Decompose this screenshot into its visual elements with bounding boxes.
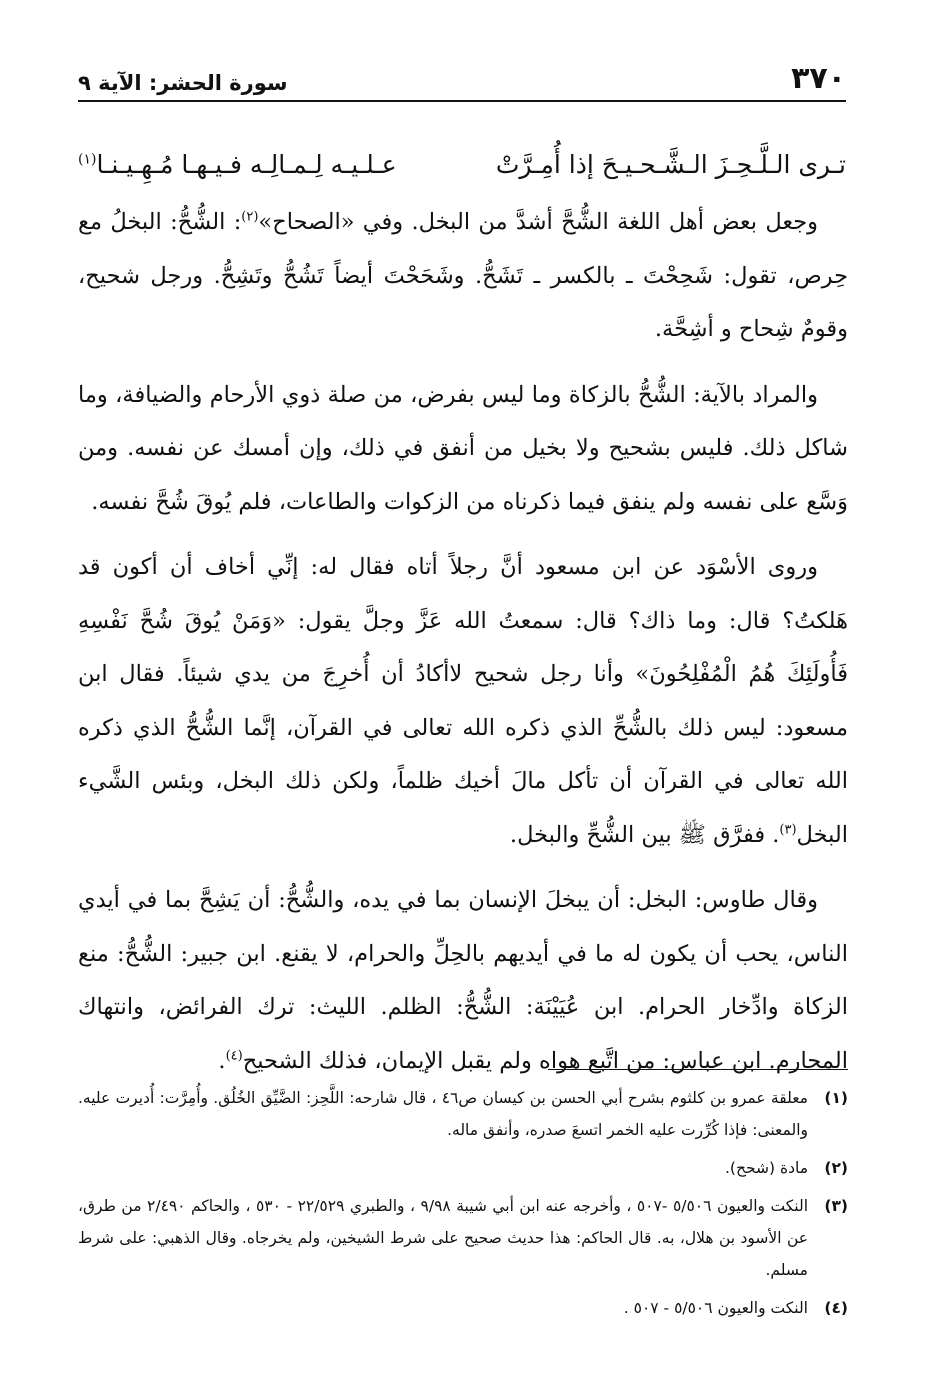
paragraph (78, 369, 848, 530)
paragraph-text: . (218, 1047, 226, 1074)
paragraph-text: وروى الأسْوَد عن ابن مسعود أنَّ رجلاً أتاه فقال له: إنِّي أخاف أن أكون قد هَلكتُ؟ قال: وما ذاك؟ قال: سمعتُ الله عَزَّ وجلَّ يقول: «وَمَنْ يُوقَ شُحَّ نَفْسِهِ فَأُولَئِكَ هُمُ الْمُفْلِحُونَ» وأنا رجل شحيح لاأكادُ أن أُخرِجَ من يدي شيئاً. فقال ابن مسعود: ليس ذلك بالشُّحِّ الذي ذكره الله تعالى في القرآن، إنَّما الشُّحُّ الذي ذكره الله تعالى في القرآن أن تأكل مالَ أخيك ظلماً، ولكن ذلك البخل، وبئس الشَّيء البخل (78, 554, 848, 848)
paragraph-text: وقال طاوس: البخل: أن يبخلَ الإنسان بما في يده، والشُّحُّ: أن يَشِحَّ بما في أيدي الناس، يحب أن يكون له ما في أيديهم بالحِلِّ والحرام، لا يقنع. ابن جبير: الشُّحُّ: منع الزكاة وادِّخار الحرام. ابن عُيَيْنَة: الشُّحُّ: الظلم. الليث: ترك الفرائض، وانتهاك المحارم. ابن عباس: من اتَّبع هواه ولم يقبل الإيمان، فذلك الشحيح (78, 887, 848, 1074)
footnotes (78, 1082, 848, 1330)
footnote-item (78, 1190, 848, 1286)
footnote-text: مادة (شحح). (725, 1159, 808, 1177)
footnote-number: (٢) (824, 1159, 848, 1177)
footnote-number: (٣) (824, 1197, 848, 1215)
verse-hemistich-first: تـرى الـلَّـحِـزَ الـشَّـحـيـحَ إذا أُمِـرَّتْ (495, 149, 846, 179)
footnote-item (78, 1082, 848, 1146)
footnote-ref: (١) (78, 151, 97, 168)
paragraph (78, 541, 848, 862)
footnote-item (78, 1292, 848, 1324)
page-number: ٣٧٠ (791, 61, 846, 96)
paragraph-text: والمراد بالآية: الشُّحُّ بالزكاة وما ليس بفرض، من صلة ذوي الأرحام والضيافة، وما شاكل ذلك. فليس بشحيح ولا بخيل من أنفق في ذلك، وإن أمسك عن نفسه. ومن وَسَّع على نفسه ولم ينفق فيما ذكرناه من الزكوات والطاعات، فلم يُوقَ شُحَّ نفسه. (78, 381, 848, 515)
footnote-item (78, 1152, 848, 1184)
footnote-text: معلقة عمرو بن كلثوم بشرح أبي الحسن بن كيسان ص٤٦ ، قال شارحه: اللَّحِز: الضَّيِّق الخُلُق. وأُمِرَّت: أُديرت عليه. والمعنى: فإذا كُرِّرت عليه الخمر اتسعَ صدره، وأنفق ماله. (78, 1089, 808, 1139)
paragraph-text: : الشُّحُّ: البخلُ مع حِرص، تقول: شَحِحْتَ ـ بالكسر ـ تَشَحُّ. وشَحَحْتَ أيضاً تَشُحُّ وتَشِحُّ. ورجل شحيح، وقومٌ شِحاح و أشِحَّة. (78, 209, 848, 342)
footnote-number: (١) (824, 1089, 848, 1107)
verse-hemistich-second (78, 150, 397, 179)
footnote-text: النكت والعيون ٥/٥٠٦ - ٥٠٧ . (623, 1299, 808, 1317)
footnote-ref: (٢) (241, 209, 259, 225)
paragraph (78, 874, 848, 1088)
main-text (78, 196, 848, 1100)
page-header (78, 61, 846, 102)
paragraph-text: . ففرَّق ﷺ بين الشُّحِّ والبخل. (509, 821, 780, 848)
footnote-text: النكت والعيون ٥/٥٠٦ -٥٠٧ ، وأخرجه عنه ابن أبي شيبة ٩/٩٨ ، والطبري ٢٢/٥٢٩ - ٥٣٠ ، والحاكم ٢/٤٩٠ من طرق، عن الأسود بن هلال، به. قال الحاكم: هذا حديث صحيح على شرط الشيخين، ولم يخرجاه. وقال الذهبي: على شرط مسلم. (78, 1197, 809, 1279)
paragraph (78, 196, 848, 357)
verse-hemistich-second-text: عـلـيـه لِـمـالِـه فـيـهـا مُـهِـيـنـا (96, 149, 397, 179)
footnote-ref: (٣) (779, 822, 797, 837)
footnote-number: (٤) (824, 1299, 848, 1317)
footnote-divider (548, 1069, 848, 1070)
paragraph-text: وجعل بعض أهل اللغة الشُّحَّ أشدَّ من البخل. وفي «الصحاح» (258, 209, 819, 235)
footnote-ref: (٤) (225, 1048, 243, 1063)
running-title: سورة الحشر: الآية ٩ (78, 71, 288, 95)
poetry-verse (78, 142, 846, 186)
